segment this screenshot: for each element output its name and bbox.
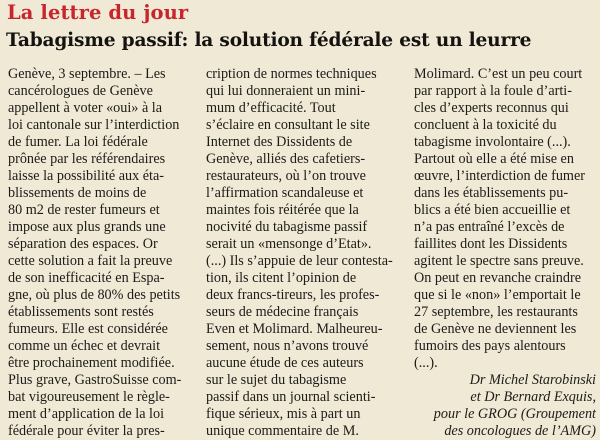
article-text-line: fédérale pour éviter la pres- <box>8 423 165 439</box>
article-text-line: sur le sujet du tabagisme <box>206 372 347 388</box>
signature-line: pour le GROG (Groupement <box>433 406 596 422</box>
signature-line: des oncologues de l’AMG) <box>444 423 596 439</box>
column-3-lines <box>414 66 598 372</box>
article-text-line: n’a pas entraîné l’excès de <box>414 219 565 235</box>
article-column-1 <box>8 66 203 440</box>
article-text-line: comme un échec et devrait <box>8 338 161 354</box>
article-text-line: aucune étude de ces auteurs <box>206 355 364 371</box>
article-text-line: restaurateurs, où l’on trouve <box>206 168 366 184</box>
article-text-line: de fumer. La loi fédérale <box>8 134 148 150</box>
article-text-line: l’affirmation scandaleuse et <box>206 185 364 201</box>
article-text-line: unique commentaire de M. <box>206 423 359 439</box>
signature-line: et Dr Bernard Exquis, <box>470 389 596 405</box>
article-text-line: tabagisme involontaire (...). <box>414 134 571 150</box>
article-text-line: établissements sont restés <box>8 304 154 320</box>
signature-line: Dr Michel Starobinski <box>469 372 596 388</box>
article-text-line: cles d’experts reconnus qui <box>414 100 569 116</box>
article-text-line: serait un «mensonge d’Etat». <box>206 236 372 252</box>
article-headline: Tabagisme passif: la solution fédérale est un leurre <box>6 30 532 51</box>
article-text-line: On peut en revanche craindre <box>414 270 582 286</box>
article-text-line: s’éclaire en consultant le site <box>206 117 370 133</box>
article-text-line: que si le «non» l’emportait le <box>414 287 581 303</box>
article-text-line: être prochainement modifiée. <box>8 355 175 371</box>
article-text-line: maintes fois réitérée que la <box>206 202 359 218</box>
article-text-line: mum d’efficacité. Tout <box>206 100 336 116</box>
article-text-line: Internet des Dissidents de <box>206 134 353 150</box>
article-text-line: sement, nous n’avons trouvé <box>206 338 369 354</box>
article-text-line: tion, ils citent l’opinion de <box>206 270 357 286</box>
article-text-line: Genève, alliés des cafetiers- <box>206 151 366 167</box>
article-text-line: fumeurs. Elle est considérée <box>8 321 168 337</box>
section-kicker: La lettre du jour <box>7 1 189 24</box>
article-text-line: laisse la possibilité aux éta- <box>8 168 165 184</box>
article-text-line: nocivité du tabagisme passif <box>206 219 368 235</box>
article-text-line: séparation des espaces. Or <box>8 236 158 252</box>
article-text-line: prônée par les référendaires <box>8 151 166 167</box>
article-text-line: cette solution a fait la preuve <box>8 253 173 269</box>
article-text-line: fique sérieux, mis à part un <box>206 406 361 422</box>
article-text-line: Molimard. C’est un peu court <box>414 66 583 82</box>
article-text-line: de Genève ne deviennent les <box>414 321 577 337</box>
article-text-line: 27 septembre, les restaurants <box>414 304 578 320</box>
article-text-line: (...). <box>414 355 438 371</box>
article-text-line: concluent à la toxicité du <box>414 117 557 133</box>
article-text-line: Genève, 3 septembre. – Les <box>8 66 166 82</box>
article-text-line: 80 m2 de rester fumeurs et <box>8 202 160 218</box>
article-text-line: qui lui donneraient un mini- <box>206 83 366 99</box>
article-text-line: cancérologues de Genève <box>8 83 153 99</box>
article-text-line: bat vigoureusement le règle- <box>8 389 170 405</box>
letter-signature <box>414 372 598 440</box>
article-text-line: blics a été bien accueillie et <box>414 202 571 218</box>
article-text-line: œuvre, l’interdiction de fumer <box>414 168 585 184</box>
article-text-line: appellent à voter «oui» à la <box>8 100 163 116</box>
article-text-line: Plus grave, GastroSuisse com- <box>8 372 182 388</box>
article-text-line: (...) Ils s’appuie de leur contesta- <box>206 253 393 269</box>
article-text-line: fumoirs des pays alentours <box>414 338 566 354</box>
article-text-line: passif dans un journal scienti- <box>206 389 376 405</box>
article-text-line: deux francs-tireurs, les profes- <box>206 287 380 303</box>
article-column-2 <box>206 66 406 440</box>
article-text-line: seurs de médecine français <box>206 304 359 320</box>
article-text-line: cription de normes techniques <box>206 66 377 82</box>
article-text-line: Even et Molimard. Malheureu- <box>206 321 383 337</box>
article-text-line: gne, où plus de 80% des petits <box>8 287 181 303</box>
article-text-line: faillites dont les Dissidents <box>414 236 568 252</box>
article-text-line: agitent le spectre sans preuve. <box>414 253 584 269</box>
article-text-line: par rapport à la foule d’arti- <box>414 83 572 99</box>
article-column-3 <box>414 66 598 440</box>
article-text-line: de son inefficacité en Espa- <box>8 270 165 286</box>
article-text-line: blissements de moins de <box>8 185 147 201</box>
article-text-line: ment d’application de la loi <box>8 406 165 422</box>
article-text-line: dans les établissements pu- <box>414 185 569 201</box>
article-text-line: Partout où elle a été mise en <box>414 151 574 167</box>
article-text-line: loi cantonale sur l’interdiction <box>8 117 180 133</box>
article-text-line: impose aux plus grands une <box>8 219 166 235</box>
